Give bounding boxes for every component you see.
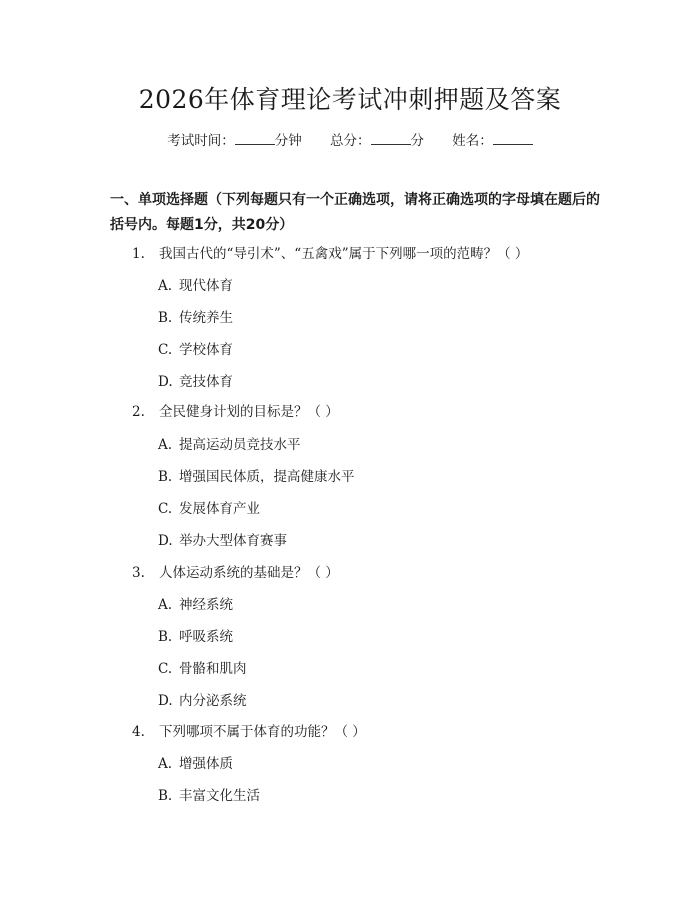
q3-option-a xyxy=(158,595,233,615)
question-text: 下列哪项不属于体育的功能？（ ） xyxy=(159,724,366,740)
option-text: 现代体育 xyxy=(179,278,233,294)
question-3 xyxy=(132,563,339,583)
option-text: 骨骼和肌肉 xyxy=(179,661,247,677)
q2-option-d xyxy=(158,531,287,551)
option-text: 内分泌系统 xyxy=(179,693,247,709)
q1-option-c xyxy=(158,340,233,360)
option-text: 提高运动员竞技水平 xyxy=(179,437,301,453)
option-letter: C. xyxy=(158,661,173,677)
option-letter: B. xyxy=(158,469,173,485)
option-letter: C. xyxy=(158,501,173,517)
option-text: 丰富文化生活 xyxy=(179,788,260,804)
q1-option-b xyxy=(158,308,233,328)
question-1 xyxy=(132,244,528,264)
student-name-label: 姓名： xyxy=(452,133,493,149)
question-number: 3. xyxy=(132,565,145,581)
total-score-field xyxy=(330,130,424,151)
exam-meta xyxy=(0,130,700,151)
question-text: 人体运动系统的基础是？（ ） xyxy=(159,565,339,581)
option-letter: D. xyxy=(158,374,173,390)
q3-option-d xyxy=(158,691,247,711)
q4-option-b xyxy=(158,786,260,806)
option-text: 竞技体育 xyxy=(179,374,233,390)
question-2 xyxy=(132,402,339,422)
question-text: 全民健身计划的目标是？（ ） xyxy=(159,404,339,420)
total-score-unit: 分 xyxy=(410,133,424,149)
question-number: 1. xyxy=(132,246,145,262)
exam-title: 2026年体育理论考试冲刺押题及答案 xyxy=(138,85,562,114)
q1-option-d xyxy=(158,372,233,392)
option-text: 学校体育 xyxy=(179,342,233,358)
q2-option-a xyxy=(158,435,301,455)
section-title: 一、单项选择题（下列每题只有一个正确选项，请将正确选项的字母填在题后的括号内。每题1分，共20分） xyxy=(110,192,600,233)
question-number: 2. xyxy=(132,404,145,420)
option-letter: B. xyxy=(158,310,173,326)
option-text: 举办大型体育赛事 xyxy=(179,533,287,549)
option-text: 神经系统 xyxy=(179,597,233,613)
option-letter: C. xyxy=(158,342,173,358)
option-letter: A. xyxy=(158,597,173,613)
option-letter: A. xyxy=(158,756,173,772)
option-text: 呼吸系统 xyxy=(179,629,233,645)
option-text: 增强体质 xyxy=(179,756,233,772)
exam-time-blank xyxy=(235,130,275,145)
exam-time-label: 考试时间： xyxy=(167,133,235,149)
q1-option-a xyxy=(158,276,233,296)
option-letter: A. xyxy=(158,437,173,453)
q2-option-c xyxy=(158,499,260,519)
total-score-blank xyxy=(371,130,411,145)
question-text: 我国古代的“导引术”、“五禽戏”属于下列哪一项的范畴？（ ） xyxy=(159,246,529,262)
exam-time-field xyxy=(167,130,302,151)
q3-option-c xyxy=(158,659,247,679)
option-letter: D. xyxy=(158,693,173,709)
option-text: 增强国民体质，提高健康水平 xyxy=(179,469,355,485)
option-letter: A. xyxy=(158,278,173,294)
exam-time-unit: 分钟 xyxy=(274,133,302,149)
question-number: 4. xyxy=(132,724,145,740)
student-name-blank xyxy=(493,130,533,145)
q3-option-b xyxy=(158,627,233,647)
option-letter: D. xyxy=(158,533,173,549)
student-name-field xyxy=(452,130,533,151)
option-text: 传统养生 xyxy=(179,310,233,326)
option-text: 发展体育产业 xyxy=(179,501,260,517)
total-score-label: 总分： xyxy=(330,133,371,149)
option-letter: B. xyxy=(158,629,173,645)
option-letter: B. xyxy=(158,788,173,804)
q2-option-b xyxy=(158,467,355,487)
q4-option-a xyxy=(158,754,233,774)
question-4 xyxy=(132,722,366,742)
